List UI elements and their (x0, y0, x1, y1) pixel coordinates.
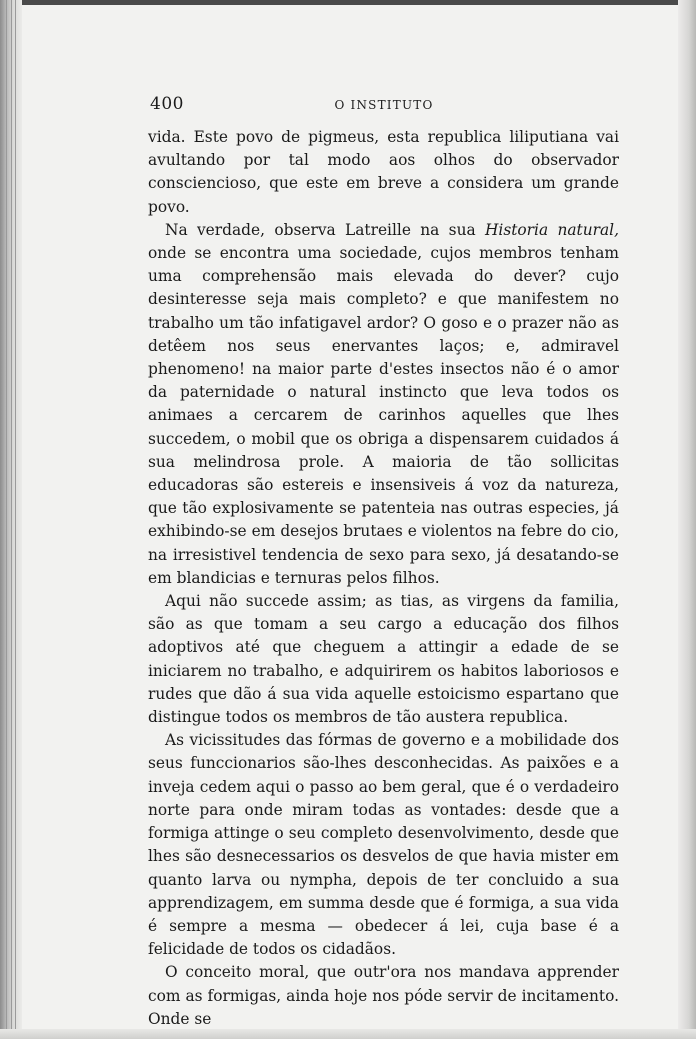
page-right-edge (678, 0, 696, 1039)
spine-line (11, 0, 12, 1039)
running-head: O INSTITUTO (334, 98, 434, 112)
spine-line (6, 0, 7, 1039)
paragraph-1: vida. Este povo de pigmeus, esta republica liliputiana vai avultando por tal modo aos olhos do observador consciencioso, que este em breve a considera um grande povo. (148, 128, 619, 216)
paragraph-2-lead: Na verdade, observa Latreille na sua (165, 220, 485, 239)
paragraph-2 (148, 219, 619, 590)
page-number: 400 (150, 94, 184, 114)
paragraph-2-rest: onde se encontra uma sociedade, cujos membros tenham uma comprehensão mais elevada do dever? cujo desinteresse seja mais completo? e que manifestem no trabalho um tão infatigavel ardor? O goso e o prazer não as detêem nos seus enervantes laços; e, admiravel phenomeno! na maior parte d'estes insectos não é o amor da paternidade o natural instincto que leva todos os animaes a cercarem de carinhos aquelles que lhes succedem, o mobil que os obriga a dispensarem cuidados á sua melindrosa prole. A maioria de tão sollicitas educadoras são estereis e insensiveis á voz da natureza, que tão explosivamente se patenteia nas outras especies, já exhibindo-se em desejos brutaes e violentos na febre do cio, na irresistivel tendencia de sexo para sexo, já desatando-se em blandicias e ternuras pelos filhos. (148, 244, 619, 587)
paragraph-3: Aqui não succede assim; as tias, as virgens da familia, são as que tomam a seu cargo a educação dos filhos adoptivos até que cheguem a attingir a edade de se iniciarem no trabalho, e adquirirem os habitos laboriosos e rudes que dão á sua vida aquelle estoicismo espartano que distingue todos os membros de tão austera republica. (148, 592, 619, 727)
scan-top-border (0, 0, 696, 5)
paragraph-4: As vicissitudes das fórmas de governo e a mobilidade dos seus funccionarios são-lhes desconhecidas. As paixões e a inveja cedem aqui o passo ao bem geral, que é o verdadeiro norte para onde miram todas as vontades: desde que a formiga attinge o seu completo desenvolvimento, desde que lhes são desnecessarios os desvelos de que havia mister em quanto larva ou nympha, depois de ter concluido a sua apprendizagem, em summa desde que é formiga, a sua vida é sempre a mesma — obedecer á lei, cuja base é a felicidade de todos os cidadãos. (148, 731, 619, 959)
spine-line (15, 0, 16, 1039)
body-text (148, 126, 619, 1031)
paragraph-2-italic-title: Historia natural, (484, 220, 619, 239)
page-header (150, 94, 618, 118)
paragraph-5: O conceito moral, que outr'ora nos mandava apprender com as formigas, ainda hoje nos póde servir de incitamento. Onde se (148, 963, 619, 1028)
